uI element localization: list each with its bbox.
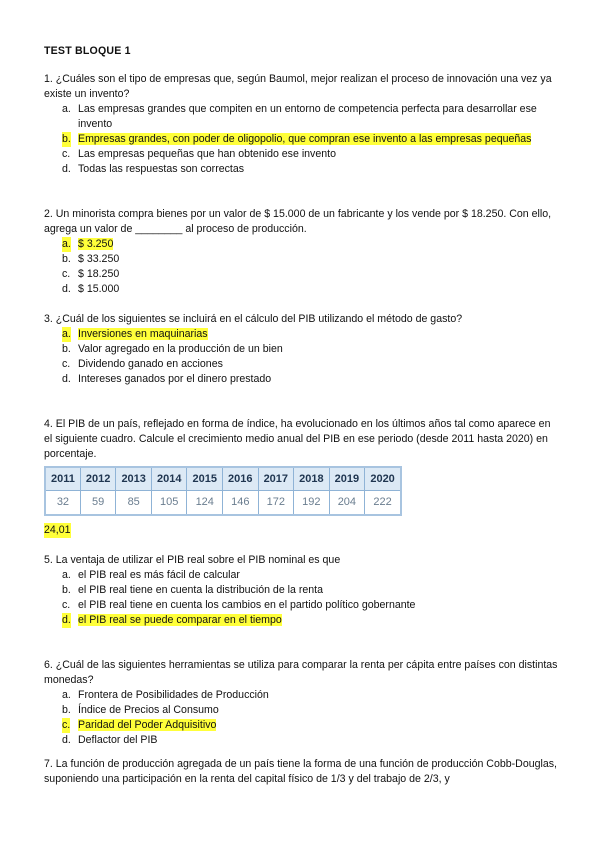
pib-index-table <box>44 466 402 516</box>
value-cell: 172 <box>258 491 294 516</box>
year-cell: 2020 <box>365 467 401 491</box>
option-c: c. Las empresas pequeñas que han obtenido ese invento <box>62 148 336 160</box>
question-5-text: 5. La ventaja de utilizar el PIB real sobre el PIB nominal es que <box>44 554 341 566</box>
document-title: TEST BLOQUE 1 <box>44 45 131 57</box>
option-b-highlighted: b. Empresas grandes, con poder de oligopolio, que compran ese invento a las empresas pequeñas <box>62 133 532 145</box>
year-cell: 2016 <box>223 467 259 491</box>
year-cell: 2013 <box>116 467 152 491</box>
question-6 <box>44 658 560 748</box>
value-cell: 146 <box>223 491 259 516</box>
option-a: a. Frontera de Posibilidades de Producción <box>62 689 269 701</box>
question-7 <box>44 757 560 787</box>
question-3-text: 3. ¿Cuál de los siguientes se incluirá en el cálculo del PIB utilizando el método de gasto? <box>44 313 463 325</box>
option-d: d. $ 15.000 <box>62 283 120 295</box>
option-d-highlighted: d. el PIB real se puede comparar en el tiempo <box>62 614 282 626</box>
year-cell: 2017 <box>258 467 294 491</box>
year-cell: 2018 <box>294 467 330 491</box>
question-2-options <box>44 237 560 297</box>
value-cell: 204 <box>329 491 365 516</box>
question-5 <box>44 553 560 628</box>
document-page <box>44 44 560 787</box>
question-6-text: 6. ¿Cuál de las siguientes herramientas se utiliza para comparar la renta per cápita entre países con distintas monedas? <box>44 659 558 686</box>
option-c: c. el PIB real tiene en cuenta los cambios en el partido político gobernante <box>62 599 416 611</box>
question-6-options <box>44 688 560 748</box>
question-2-text: 2. Un minorista compra bienes por un valor de $ 15.000 de un fabricante y los vende por $ 18.250. Con ello, agrega un valor de ________ al proceso de producción. <box>44 208 552 235</box>
option-b: b. Valor agregado en la producción de un bien <box>62 343 283 355</box>
option-d: d. Intereses ganados por el dinero prestado <box>62 373 272 385</box>
option-d: d. Deflactor del PIB <box>62 734 158 746</box>
value-cell: 124 <box>187 491 223 516</box>
question-1-text: 1. ¿Cuáles son el tipo de empresas que, según Baumol, mejor realizan el proceso de innovación una vez ya existe un invento? <box>44 73 552 100</box>
value-cell: 222 <box>365 491 401 516</box>
table-row <box>45 491 401 516</box>
option-a-highlighted: a. $ 3.250 <box>62 238 114 250</box>
value-cell: 32 <box>45 491 80 516</box>
year-cell: 2014 <box>151 467 187 491</box>
question-1 <box>44 72 560 177</box>
option-c: c. $ 18.250 <box>62 268 120 280</box>
question-4 <box>44 417 560 538</box>
question-3-options <box>44 327 560 387</box>
year-cell: 2012 <box>80 467 116 491</box>
option-b: b. el PIB real tiene en cuenta la distribución de la renta <box>62 584 323 596</box>
value-cell: 192 <box>294 491 330 516</box>
value-cell: 85 <box>116 491 152 516</box>
question-3 <box>44 312 560 387</box>
question-4-answer: 24,01 <box>44 524 71 536</box>
option-b: b. $ 33.250 <box>62 253 120 265</box>
table-header-row <box>45 467 401 491</box>
question-1-options <box>44 102 560 177</box>
option-b: b. Índice de Precios al Consumo <box>62 704 219 716</box>
question-4-text: 4. El PIB de un país, reflejado en forma de índice, ha evolucionado en los últimos años tal como aparece en el siguiente cuadro. Calcule el crecimiento medio anual del PIB en ese periodo (desde 2011 hasta 2020) en porcentaje. <box>44 418 551 460</box>
year-cell: 2011 <box>45 467 80 491</box>
option-a: a. Las empresas grandes que compiten en un entorno de competencia perfecta para desarrollar ese invento <box>62 103 537 130</box>
question-2 <box>44 207 560 297</box>
question-5-options <box>44 568 560 628</box>
value-cell: 59 <box>80 491 116 516</box>
value-cell: 105 <box>151 491 187 516</box>
option-a-highlighted: a. Inversiones en maquinarias <box>62 328 208 340</box>
question-7-text: 7. La función de producción agregada de un país tiene la forma de una función de producción Cobb-Douglas, suponiendo una participación en la renta del capital físico de 1/3 y del trabajo de 2/3, y <box>44 758 557 785</box>
option-d: d. Todas las respuestas son correctas <box>62 163 245 175</box>
option-c: c. Dividendo ganado en acciones <box>62 358 223 370</box>
option-c-highlighted: c. Paridad del Poder Adquisitivo <box>62 719 217 731</box>
year-cell: 2015 <box>187 467 223 491</box>
option-a: a. el PIB real es más fácil de calcular <box>62 569 240 581</box>
year-cell: 2019 <box>329 467 365 491</box>
